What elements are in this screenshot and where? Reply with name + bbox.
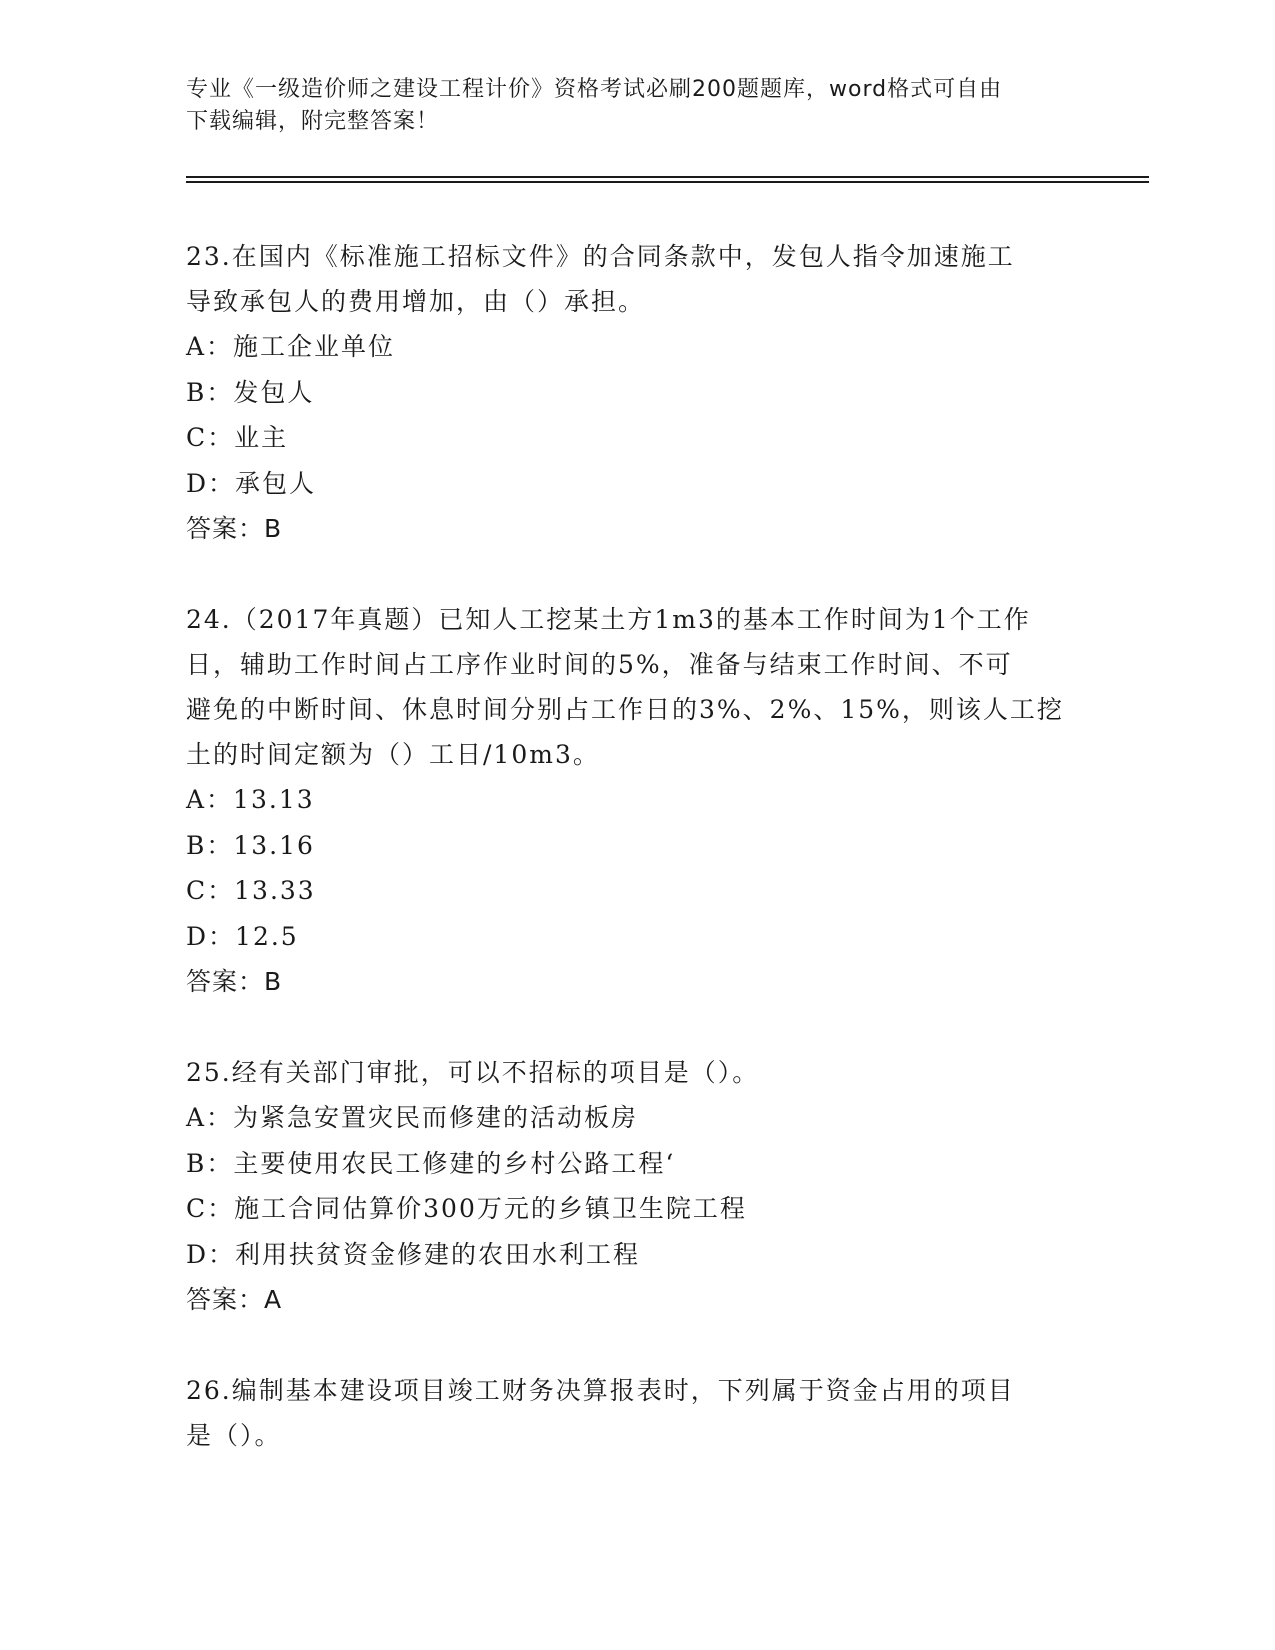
header-line-1: 专业《一级造价师之建设工程计价》资格考试必刷200题题库，word格式可自由 xyxy=(186,77,1003,102)
option-a: A：为紧急安置灾民而修建的活动板房 xyxy=(186,1103,639,1132)
option-b: B：发包人 xyxy=(186,377,315,407)
option-c: C：施工合同估算价300万元的乡镇卫生院工程 xyxy=(186,1194,747,1223)
question-stem-line: 土的时间定额为（）工日/10m3。 xyxy=(186,740,600,769)
header-divider-top xyxy=(186,176,1149,178)
question-stem-line: 23.在国内《标准施工招标文件》的合同条款中，发包人指令加速施工 xyxy=(186,242,1015,271)
question-23 xyxy=(186,234,1086,551)
answer: 答案：B xyxy=(186,967,283,996)
option-c: C：业主 xyxy=(186,423,289,452)
option-a: A：13.13 xyxy=(186,785,315,814)
option-d: D：承包人 xyxy=(186,468,317,498)
question-stem-line: 导致承包人的费用增加，由（）承担。 xyxy=(186,287,646,316)
question-26 xyxy=(186,1368,1086,1458)
question-stem-line: 24.（2017年真题）已知人工挖某土方1m3的基本工作时间为1个工作 xyxy=(186,605,1031,634)
question-stem-line: 日，辅助工作时间占工序作业时间的5%，准备与结束工作时间、不可 xyxy=(186,650,1013,679)
option-a: A：施工企业单位 xyxy=(186,332,396,361)
question-stem-line: 避免的中断时间、休息时间分别占工作日的3%、2%、15%，则该人工挖 xyxy=(186,695,1064,724)
header-line-2: 下载编辑，附完整答案！ xyxy=(186,109,440,134)
question-stem-line: 26.编制基本建设项目竣工财务决算报表时，下列属于资金占用的项目 xyxy=(186,1376,1015,1405)
question-stem-line: 是（）。 xyxy=(186,1421,282,1450)
option-b: B：13.16 xyxy=(186,830,315,860)
document-header xyxy=(186,74,1066,138)
option-d: D：利用扶贫资金修建的农田水利工程 xyxy=(186,1239,641,1269)
question-25 xyxy=(186,1050,1086,1322)
option-d: D：12.5 xyxy=(186,921,299,951)
option-b: B：主要使用农民工修建的乡村公路工程‘ xyxy=(186,1148,676,1178)
answer: 答案：A xyxy=(186,1285,283,1314)
question-24 xyxy=(186,597,1086,1004)
answer: 答案：B xyxy=(186,514,283,543)
header-divider-bottom xyxy=(186,181,1149,183)
option-c: C：13.33 xyxy=(186,876,316,905)
question-stem-line: 25.经有关部门审批，可以不招标的项目是（）。 xyxy=(186,1058,760,1087)
